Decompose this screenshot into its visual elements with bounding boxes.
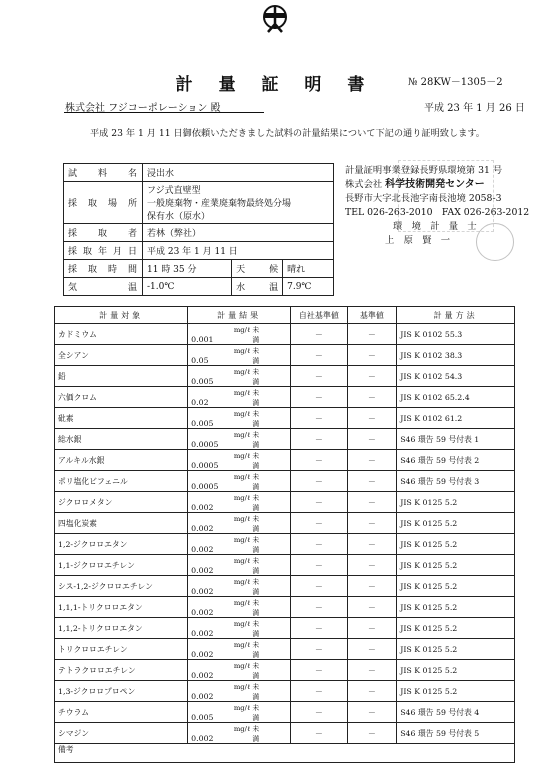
info-row bbox=[64, 242, 334, 260]
standard-value: － bbox=[347, 555, 397, 576]
result-unit: mg/ℓ 未満 bbox=[233, 725, 260, 743]
standard-value: － bbox=[347, 639, 397, 660]
result-unit: mg/ℓ 未満 bbox=[233, 347, 260, 365]
result-value: 0.005 bbox=[191, 713, 214, 722]
method-value: JIS K 0125 5.2 bbox=[397, 513, 515, 534]
recipient-underline bbox=[64, 112, 264, 113]
table-row bbox=[55, 555, 515, 576]
standard-value: － bbox=[347, 513, 397, 534]
info-value: フジ式直壁型 一般廃棄物・産業廃棄物最終処分場 保有水（原水） bbox=[143, 182, 334, 224]
own-standard-value: － bbox=[291, 702, 347, 723]
standard-value: － bbox=[347, 534, 397, 555]
analyte-name: 四塩化炭素 bbox=[55, 513, 188, 534]
temperature-row bbox=[64, 278, 334, 296]
result-cell bbox=[188, 492, 291, 513]
col-header-standard: 基準値 bbox=[347, 307, 397, 324]
result-unit: mg/ℓ 未満 bbox=[233, 431, 260, 449]
standard-value: － bbox=[347, 429, 397, 450]
standard-value: － bbox=[347, 345, 397, 366]
result-value: 0.02 bbox=[191, 398, 209, 407]
result-value: 0.002 bbox=[191, 608, 214, 617]
standard-value: － bbox=[347, 450, 397, 471]
notes-row bbox=[55, 744, 515, 763]
recipient-name: 株式会社 フジコーポレーション 殿 bbox=[65, 103, 221, 114]
own-standard-value: － bbox=[291, 513, 347, 534]
analyte-name: シス-1,2-ジクロロエチレン bbox=[55, 576, 188, 597]
registration-number: 計量証明事業登録長野県環境第 31 号 bbox=[345, 165, 503, 176]
info-value: 7.9℃ bbox=[283, 278, 334, 296]
company-name: 科学技術開発センター bbox=[385, 179, 485, 190]
own-standard-value: － bbox=[291, 429, 347, 450]
result-cell bbox=[188, 324, 291, 345]
notes-cell: 備考 bbox=[55, 744, 515, 763]
result-cell bbox=[188, 597, 291, 618]
result-value: 0.001 bbox=[191, 335, 214, 344]
analyte-name: 1,2-ジクロロエタン bbox=[55, 534, 188, 555]
analyte-name: 砒素 bbox=[55, 408, 188, 429]
result-cell bbox=[188, 681, 291, 702]
info-label: 気温 bbox=[64, 278, 143, 296]
info-row bbox=[64, 164, 334, 182]
method-value: JIS K 0125 5.2 bbox=[397, 639, 515, 660]
table-row bbox=[55, 471, 515, 492]
analyte-name: テトラクロロエチレン bbox=[55, 660, 188, 681]
standard-value: － bbox=[347, 660, 397, 681]
result-cell bbox=[188, 345, 291, 366]
result-cell bbox=[188, 702, 291, 723]
table-row bbox=[55, 681, 515, 702]
table-row bbox=[55, 324, 515, 345]
method-value: JIS K 0125 5.2 bbox=[397, 492, 515, 513]
method-value: JIS K 0102 55.3 bbox=[397, 324, 515, 345]
standard-value: － bbox=[347, 681, 397, 702]
standard-value: － bbox=[347, 324, 397, 345]
result-unit: mg/ℓ 未満 bbox=[233, 515, 260, 533]
table-row bbox=[55, 639, 515, 660]
own-standard-value: － bbox=[291, 597, 347, 618]
own-standard-value: － bbox=[291, 576, 347, 597]
result-value: 0.002 bbox=[191, 587, 214, 596]
method-value: S46 環告 59 号付表 3 bbox=[397, 471, 515, 492]
method-value: JIS K 0125 5.2 bbox=[397, 576, 515, 597]
results-header-row bbox=[55, 307, 515, 324]
result-value: 0.002 bbox=[191, 524, 214, 533]
document-number: № 28KW－1305－2 bbox=[408, 77, 503, 88]
standard-value: － bbox=[347, 366, 397, 387]
analyte-name: チウラム bbox=[55, 702, 188, 723]
info-value: 11 時 35 分 bbox=[143, 260, 232, 278]
company-logo-icon bbox=[258, 2, 292, 36]
result-value: 0.002 bbox=[191, 629, 214, 638]
result-value: 0.005 bbox=[191, 377, 214, 386]
result-cell bbox=[188, 576, 291, 597]
result-value: 0.0005 bbox=[191, 461, 219, 470]
result-cell bbox=[188, 387, 291, 408]
result-unit: mg/ℓ 未満 bbox=[233, 452, 260, 470]
table-row bbox=[55, 513, 515, 534]
result-unit: mg/ℓ 未満 bbox=[233, 578, 260, 596]
issuer-phone: TEL 026-263-2010 FAX 026-263-2012 bbox=[345, 207, 530, 218]
result-unit: mg/ℓ 未満 bbox=[233, 389, 260, 407]
info-value: 平成 23 年 1 月 11 日 bbox=[143, 242, 334, 260]
method-value: S46 環告 59 号付表 5 bbox=[397, 723, 515, 744]
result-cell bbox=[188, 429, 291, 450]
standard-value: － bbox=[347, 387, 397, 408]
standard-value: － bbox=[347, 471, 397, 492]
info-label: 採取者 bbox=[64, 224, 143, 242]
col-header-own-standard: 自社基準値 bbox=[291, 307, 347, 324]
table-row bbox=[55, 387, 515, 408]
table-row bbox=[55, 450, 515, 471]
table-row bbox=[55, 618, 515, 639]
col-header-method: 計量方法 bbox=[397, 307, 515, 324]
method-value: JIS K 0125 5.2 bbox=[397, 555, 515, 576]
results-table bbox=[54, 306, 515, 763]
standard-value: － bbox=[347, 723, 397, 744]
analyte-name: 六価クロム bbox=[55, 387, 188, 408]
issuer-address: 長野市大字北長池字南長池境 2058-3 bbox=[345, 193, 502, 204]
table-row bbox=[55, 492, 515, 513]
result-value: 0.05 bbox=[191, 356, 209, 365]
result-value: 0.0005 bbox=[191, 482, 219, 491]
method-value: JIS K 0125 5.2 bbox=[397, 681, 515, 702]
analyte-name: 全シアン bbox=[55, 345, 188, 366]
result-unit: mg/ℓ 未満 bbox=[233, 557, 260, 575]
method-value: JIS K 0102 61.2 bbox=[397, 408, 515, 429]
method-value: JIS K 0125 5.2 bbox=[397, 597, 515, 618]
analyte-name: 総水銀 bbox=[55, 429, 188, 450]
result-cell bbox=[188, 534, 291, 555]
result-value: 0.002 bbox=[191, 692, 214, 701]
result-value: 0.002 bbox=[191, 545, 214, 554]
result-cell bbox=[188, 450, 291, 471]
document-title: 計 量 証 明 書 bbox=[175, 75, 375, 95]
info-label: 水温 bbox=[232, 278, 283, 296]
analyte-name: 1,1,2-トリクロロエタン bbox=[55, 618, 188, 639]
own-standard-value: － bbox=[291, 387, 347, 408]
result-value: 0.002 bbox=[191, 650, 214, 659]
standard-value: － bbox=[347, 702, 397, 723]
method-value: JIS K 0102 54.3 bbox=[397, 366, 515, 387]
info-row bbox=[64, 182, 334, 224]
sample-info-table bbox=[63, 163, 334, 296]
certifier-title: 環 境 計 量 士 bbox=[393, 221, 477, 232]
own-standard-value: － bbox=[291, 345, 347, 366]
result-unit: mg/ℓ 未満 bbox=[233, 536, 260, 554]
analyte-name: シマジン bbox=[55, 723, 188, 744]
analyte-name: 1,3-ジクロロプロペン bbox=[55, 681, 188, 702]
result-cell bbox=[188, 513, 291, 534]
table-row bbox=[55, 366, 515, 387]
info-label: 採取時間 bbox=[64, 260, 143, 278]
own-standard-value: － bbox=[291, 450, 347, 471]
analyte-name: ジクロロメタン bbox=[55, 492, 188, 513]
result-cell bbox=[188, 639, 291, 660]
info-value: 浸出水 bbox=[143, 164, 334, 182]
standard-value: － bbox=[347, 408, 397, 429]
own-standard-value: － bbox=[291, 366, 347, 387]
table-row bbox=[55, 429, 515, 450]
result-cell bbox=[188, 660, 291, 681]
own-standard-value: － bbox=[291, 639, 347, 660]
info-label: 試料名 bbox=[64, 164, 143, 182]
table-row bbox=[55, 702, 515, 723]
table-row bbox=[55, 723, 515, 744]
standard-value: － bbox=[347, 492, 397, 513]
analyte-name: 1,1,1-トリクロロエタン bbox=[55, 597, 188, 618]
result-unit: mg/ℓ 未満 bbox=[233, 494, 260, 512]
table-row bbox=[55, 576, 515, 597]
method-value: JIS K 0125 5.2 bbox=[397, 660, 515, 681]
result-value: 0.002 bbox=[191, 734, 214, 743]
method-value: JIS K 0102 38.3 bbox=[397, 345, 515, 366]
info-label: 採取場所 bbox=[64, 182, 143, 224]
result-cell bbox=[188, 408, 291, 429]
result-cell bbox=[188, 471, 291, 492]
own-standard-value: － bbox=[291, 618, 347, 639]
table-row bbox=[55, 345, 515, 366]
sampling-time-row bbox=[64, 260, 334, 278]
result-cell bbox=[188, 618, 291, 639]
analyte-name: 1,1-ジクロロエチレン bbox=[55, 555, 188, 576]
method-value: JIS K 0125 5.2 bbox=[397, 618, 515, 639]
analyte-name: ポリ塩化ビフェニル bbox=[55, 471, 188, 492]
own-standard-value: － bbox=[291, 324, 347, 345]
standard-value: － bbox=[347, 618, 397, 639]
issuer-company bbox=[345, 178, 529, 192]
info-value: 若林（弊社） bbox=[143, 224, 334, 242]
result-unit: mg/ℓ 未満 bbox=[233, 641, 260, 659]
standard-value: － bbox=[347, 576, 397, 597]
own-standard-value: － bbox=[291, 681, 347, 702]
result-unit: mg/ℓ 未満 bbox=[233, 410, 260, 428]
table-row bbox=[55, 534, 515, 555]
table-row bbox=[55, 597, 515, 618]
method-value: JIS K 0102 65.2.4 bbox=[397, 387, 515, 408]
result-value: 0.002 bbox=[191, 671, 214, 680]
info-value: -1.0℃ bbox=[143, 278, 232, 296]
own-standard-value: － bbox=[291, 492, 347, 513]
own-standard-value: － bbox=[291, 534, 347, 555]
info-value: 晴れ bbox=[283, 260, 334, 278]
result-unit: mg/ℓ 未満 bbox=[233, 704, 260, 722]
result-cell bbox=[188, 723, 291, 744]
issue-date: 平成 23 年 1 月 26 日 bbox=[424, 103, 525, 114]
result-cell bbox=[188, 555, 291, 576]
table-row bbox=[55, 660, 515, 681]
standard-value: － bbox=[347, 597, 397, 618]
result-value: 0.002 bbox=[191, 566, 214, 575]
result-unit: mg/ℓ 未満 bbox=[233, 473, 260, 491]
own-standard-value: － bbox=[291, 555, 347, 576]
result-value: 0.0005 bbox=[191, 440, 219, 449]
issuer-block bbox=[345, 164, 529, 248]
analyte-name: トリクロロエチレン bbox=[55, 639, 188, 660]
result-unit: mg/ℓ 未満 bbox=[233, 326, 260, 344]
method-value: S46 環告 59 号付表 4 bbox=[397, 702, 515, 723]
method-value: JIS K 0125 5.2 bbox=[397, 534, 515, 555]
info-label: 採取年月日 bbox=[64, 242, 143, 260]
result-value: 0.005 bbox=[191, 419, 214, 428]
result-unit: mg/ℓ 未満 bbox=[233, 683, 260, 701]
result-unit: mg/ℓ 未満 bbox=[233, 599, 260, 617]
own-standard-value: － bbox=[291, 408, 347, 429]
method-value: S46 環告 59 号付表 2 bbox=[397, 450, 515, 471]
col-header-item: 計量対象 bbox=[55, 307, 188, 324]
info-label: 天候 bbox=[232, 260, 283, 278]
result-unit: mg/ℓ 未満 bbox=[233, 368, 260, 386]
result-value: 0.002 bbox=[191, 503, 214, 512]
own-standard-value: － bbox=[291, 660, 347, 681]
own-standard-value: － bbox=[291, 723, 347, 744]
analyte-name: カドミウム bbox=[55, 324, 188, 345]
own-standard-value: － bbox=[291, 471, 347, 492]
intro-text: 平成 23 年 1 月 11 日御依頼いただきました試料の計量結果について下記の通り証明致します。 bbox=[90, 128, 485, 139]
analyte-name: 鉛 bbox=[55, 366, 188, 387]
result-unit: mg/ℓ 未満 bbox=[233, 662, 260, 680]
company-prefix: 株式会社 bbox=[345, 179, 383, 190]
col-header-result: 計量結果 bbox=[188, 307, 291, 324]
info-row bbox=[64, 224, 334, 242]
result-cell bbox=[188, 366, 291, 387]
certifier-name: 上 原 賢 一 bbox=[385, 235, 451, 246]
method-value: S46 環告 59 号付表 1 bbox=[397, 429, 515, 450]
table-row bbox=[55, 408, 515, 429]
analyte-name: アルキル水銀 bbox=[55, 450, 188, 471]
result-unit: mg/ℓ 未満 bbox=[233, 620, 260, 638]
